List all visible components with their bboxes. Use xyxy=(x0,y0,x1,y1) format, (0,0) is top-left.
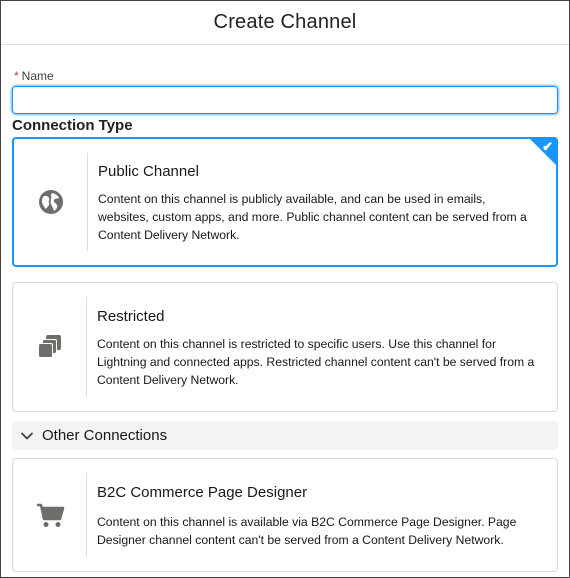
public-channel-description: Content on this channel is publicly available, and can be used in emails, websites, custom apps, and more. Public channel content can be served from a Content Delivery Network. xyxy=(98,192,527,242)
restricted-icon-area xyxy=(13,283,87,411)
name-field-label xyxy=(14,69,54,83)
name-input[interactable] xyxy=(12,86,558,114)
modal-header xyxy=(1,1,569,45)
connection-type-heading: Connection Type xyxy=(12,117,133,134)
b2c-commerce-title: B2C Commerce Page Designer xyxy=(97,484,308,501)
checkmark-icon: ✔ xyxy=(542,139,553,154)
other-connections-section-toggle[interactable] xyxy=(12,421,558,450)
card-divider xyxy=(87,153,88,251)
card-divider xyxy=(86,297,87,397)
stacked-pages-icon xyxy=(36,333,64,361)
card-divider xyxy=(86,473,87,557)
b2c-commerce-option[interactable] xyxy=(12,458,558,572)
required-indicator: * xyxy=(14,69,19,83)
shopping-cart-icon xyxy=(35,501,65,529)
name-label-text: Name xyxy=(21,69,54,83)
b2c-icon-area xyxy=(13,459,87,571)
restricted-title: Restricted xyxy=(97,308,165,325)
restricted-description: Content on this channel is restricted to specific users. Use this channel for Lightning and connected apps. Restricted channel content can't be served from a Content Delivery Network. xyxy=(97,337,535,387)
public-channel-icon-area xyxy=(14,139,88,265)
b2c-commerce-description: Content on this channel is available via B2C Commerce Page Designer. Page Designer channel content can't be served from a Content Delivery Network. xyxy=(97,515,517,547)
modal-title: Create Channel xyxy=(213,11,357,33)
restricted-option[interactable] xyxy=(12,282,558,412)
chevron-down-icon xyxy=(12,429,42,443)
other-connections-label: Other Connections xyxy=(42,427,168,444)
public-channel-title: Public Channel xyxy=(98,163,199,180)
public-channel-option[interactable] xyxy=(12,137,558,267)
globe-icon xyxy=(37,188,65,216)
